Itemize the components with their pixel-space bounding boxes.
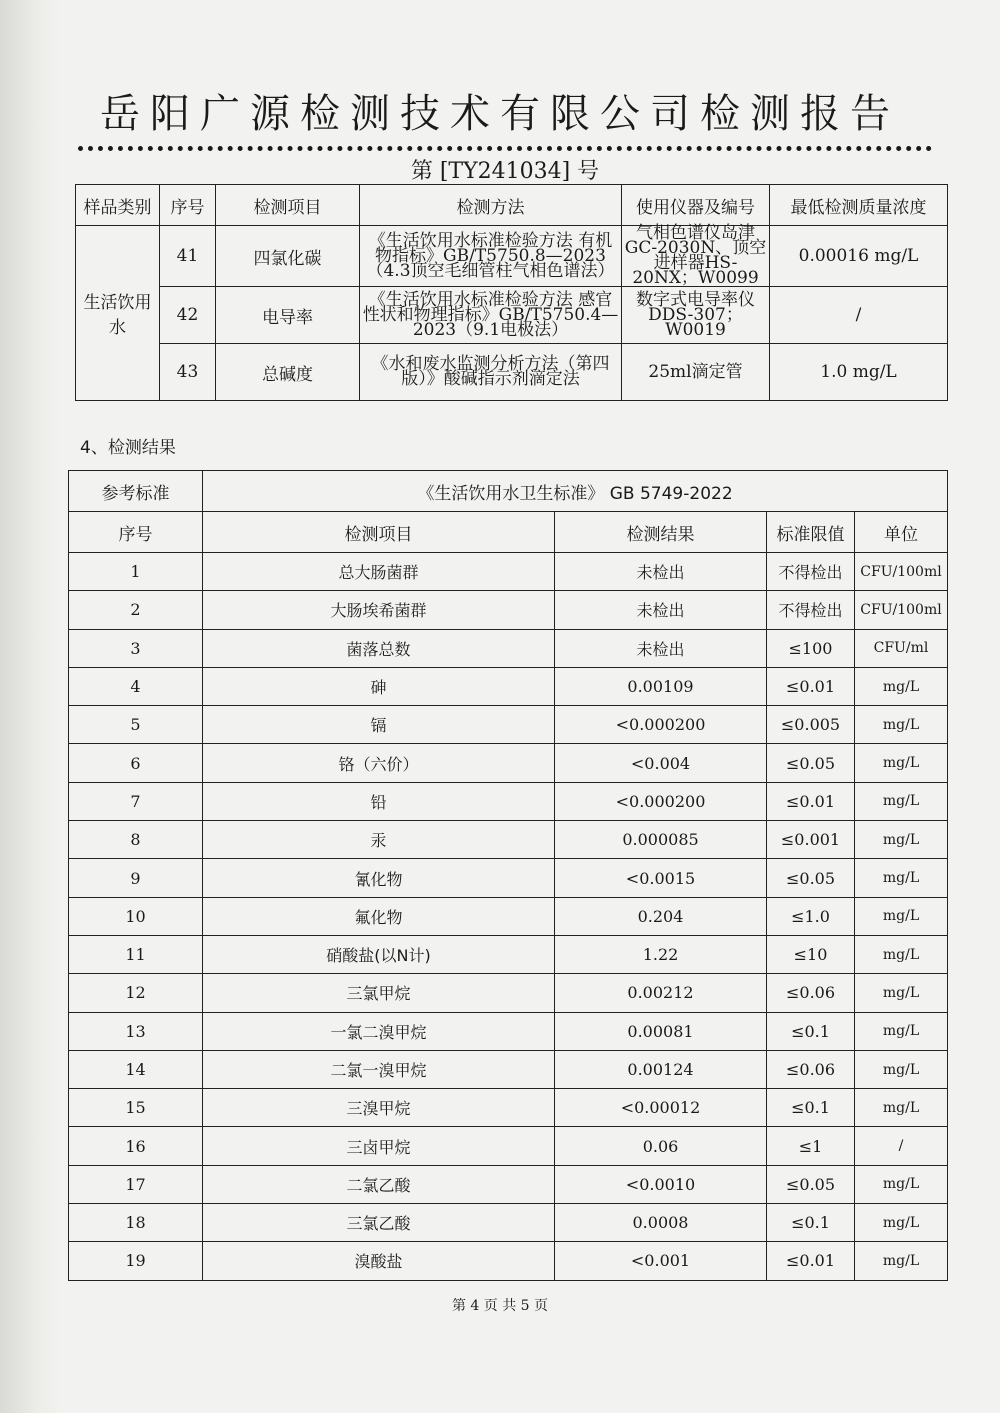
result-unit: mg/L — [855, 1204, 948, 1242]
result-row — [69, 782, 948, 820]
result-value: <0.001 — [555, 1242, 767, 1280]
method-row — [76, 226, 948, 287]
result-no: 15 — [69, 1089, 203, 1127]
result-row — [69, 974, 948, 1012]
result-item: 铬（六价） — [203, 744, 555, 782]
header-no: 序号 — [160, 185, 216, 226]
result-item: 一氯二溴甲烷 — [203, 1012, 555, 1050]
result-unit: mg/L — [855, 782, 948, 820]
reference-standard: 《生活饮用水卫生标准》 GB 5749-2022 — [203, 471, 948, 512]
result-value: 0.00081 — [555, 1012, 767, 1050]
result-item: 硝酸盐(以N计) — [203, 935, 555, 973]
method-item: 电导率 — [216, 287, 360, 344]
header-limit: 标准限值 — [767, 512, 855, 553]
result-no: 9 — [69, 859, 203, 897]
result-no: 8 — [69, 821, 203, 859]
result-item: 三卤甲烷 — [203, 1127, 555, 1165]
header-item: 检测项目 — [203, 512, 555, 553]
result-limit: ≤0.05 — [767, 859, 855, 897]
reference-label: 参考标准 — [69, 471, 203, 512]
method-item: 四氯化碳 — [216, 226, 360, 287]
results-body — [69, 553, 948, 1281]
report-number: 第 [TY241034] 号 — [410, 159, 600, 184]
result-value: <0.004 — [555, 744, 767, 782]
result-row — [69, 1089, 948, 1127]
result-unit: mg/L — [855, 1165, 948, 1203]
result-item: 三溴甲烷 — [203, 1089, 555, 1127]
report-title: 岳阳广源检测技术有限公司检测报告 — [100, 91, 900, 137]
result-row — [69, 1012, 948, 1050]
method-min-conc: 1.0 mg/L — [770, 344, 948, 401]
result-limit: ≤0.05 — [767, 744, 855, 782]
results-heading: 4、检测结果 — [80, 438, 176, 458]
result-item: 二氯一溴甲烷 — [203, 1050, 555, 1088]
result-row — [69, 629, 948, 667]
result-value: 0.00109 — [555, 667, 767, 705]
result-value: <0.0015 — [555, 859, 767, 897]
result-no: 5 — [69, 706, 203, 744]
reference-row — [69, 471, 948, 512]
result-value: 0.0008 — [555, 1204, 767, 1242]
method-no: 41 — [160, 226, 216, 287]
result-no: 19 — [69, 1242, 203, 1280]
result-row — [69, 591, 948, 629]
method-row — [76, 287, 948, 344]
result-value: <0.000200 — [555, 706, 767, 744]
results-table — [68, 470, 948, 1281]
result-item: 铅 — [203, 782, 555, 820]
result-unit: mg/L — [855, 1050, 948, 1088]
result-no: 10 — [69, 897, 203, 935]
result-no: 14 — [69, 1050, 203, 1088]
result-item: 三氯甲烷 — [203, 974, 555, 1012]
result-item: 大肠埃希菌群 — [203, 591, 555, 629]
result-value: 0.06 — [555, 1127, 767, 1165]
result-row — [69, 553, 948, 591]
result-item: 汞 — [203, 821, 555, 859]
result-item: 总大肠菌群 — [203, 553, 555, 591]
methods-header-row — [76, 185, 948, 226]
result-row — [69, 1050, 948, 1088]
result-unit: mg/L — [855, 706, 948, 744]
results-header-row — [69, 512, 948, 553]
page-footer: 第 4 页 共 5 页 — [451, 1298, 549, 1314]
result-limit: ≤0.05 — [767, 1165, 855, 1203]
result-no: 7 — [69, 782, 203, 820]
result-limit: ≤1.0 — [767, 897, 855, 935]
result-limit: ≤0.06 — [767, 1050, 855, 1088]
method-instrument: 气相色谱仪岛津GC-2030N、顶空进样器HS-20NX；W0099 — [622, 226, 770, 287]
method-row — [76, 344, 948, 401]
result-item: 三氯乙酸 — [203, 1204, 555, 1242]
header-sample-category: 样品类别 — [76, 185, 160, 226]
result-no: 12 — [69, 974, 203, 1012]
result-row — [69, 897, 948, 935]
result-item: 镉 — [203, 706, 555, 744]
result-no: 6 — [69, 744, 203, 782]
result-no: 16 — [69, 1127, 203, 1165]
result-value: 未检出 — [555, 591, 767, 629]
result-no: 1 — [69, 553, 203, 591]
result-no: 3 — [69, 629, 203, 667]
result-limit: ≤0.005 — [767, 706, 855, 744]
result-item: 菌落总数 — [203, 629, 555, 667]
result-no: 2 — [69, 591, 203, 629]
result-limit: ≤0.01 — [767, 1242, 855, 1280]
result-limit: ≤10 — [767, 935, 855, 973]
result-limit: ≤0.001 — [767, 821, 855, 859]
header-unit: 单位 — [855, 512, 948, 553]
result-unit: mg/L — [855, 1242, 948, 1280]
header-instrument: 使用仪器及编号 — [622, 185, 770, 226]
result-limit: ≤100 — [767, 629, 855, 667]
result-unit: mg/L — [855, 1012, 948, 1050]
method-desc: 《水和废水监测分析方法（第四版）》酸碱指示剂滴定法 — [360, 344, 622, 401]
result-row — [69, 1242, 948, 1280]
result-limit: ≤0.06 — [767, 974, 855, 1012]
result-unit: mg/L — [855, 744, 948, 782]
result-value: <0.000200 — [555, 782, 767, 820]
result-unit: mg/L — [855, 974, 948, 1012]
header-method: 检测方法 — [360, 185, 622, 226]
result-row — [69, 1127, 948, 1165]
header-min-conc: 最低检测质量浓度 — [770, 185, 948, 226]
method-min-conc: / — [770, 287, 948, 344]
result-value: 未检出 — [555, 553, 767, 591]
result-limit: ≤0.1 — [767, 1012, 855, 1050]
header-no: 序号 — [69, 512, 203, 553]
result-row — [69, 859, 948, 897]
method-no: 43 — [160, 344, 216, 401]
method-item: 总碱度 — [216, 344, 360, 401]
result-value: 0.000085 — [555, 821, 767, 859]
result-unit: / — [855, 1127, 948, 1165]
result-limit: 不得检出 — [767, 591, 855, 629]
result-limit: ≤0.1 — [767, 1089, 855, 1127]
result-unit: mg/L — [855, 859, 948, 897]
binding-shadow — [0, 0, 62, 1413]
result-value: 0.00212 — [555, 974, 767, 1012]
result-item: 氰化物 — [203, 859, 555, 897]
result-row — [69, 821, 948, 859]
result-no: 17 — [69, 1165, 203, 1203]
sample-category: 生活饮用水 — [76, 226, 160, 401]
result-unit: CFU/ml — [855, 629, 948, 667]
header-result: 检测结果 — [555, 512, 767, 553]
result-unit: CFU/100ml — [855, 553, 948, 591]
result-limit: ≤0.01 — [767, 782, 855, 820]
method-no: 42 — [160, 287, 216, 344]
method-min-conc: 0.00016 mg/L — [770, 226, 948, 287]
result-row — [69, 706, 948, 744]
result-row — [69, 935, 948, 973]
result-limit: ≤0.01 — [767, 667, 855, 705]
result-unit: mg/L — [855, 1089, 948, 1127]
result-unit: mg/L — [855, 897, 948, 935]
result-unit: mg/L — [855, 935, 948, 973]
result-no: 13 — [69, 1012, 203, 1050]
result-row — [69, 1204, 948, 1242]
result-value: 1.22 — [555, 935, 767, 973]
result-item: 氟化物 — [203, 897, 555, 935]
result-unit: CFU/100ml — [855, 591, 948, 629]
result-item: 砷 — [203, 667, 555, 705]
result-value: <0.0010 — [555, 1165, 767, 1203]
result-row — [69, 667, 948, 705]
result-limit: ≤0.1 — [767, 1204, 855, 1242]
result-value: 未检出 — [555, 629, 767, 667]
result-row — [69, 744, 948, 782]
result-row — [69, 1165, 948, 1203]
method-desc: 《生活饮用水标准检验方法 有机物指标》GB/T5750.8—2023（4.3顶空毛细管柱气相色谱法） — [360, 226, 622, 287]
result-no: 18 — [69, 1204, 203, 1242]
result-limit: ≤1 — [767, 1127, 855, 1165]
method-instrument: 数字式电导率仪DDS-307；W0019 — [622, 287, 770, 344]
methods-table — [75, 184, 948, 401]
result-value: <0.00012 — [555, 1089, 767, 1127]
result-item: 溴酸盐 — [203, 1242, 555, 1280]
result-item: 二氯乙酸 — [203, 1165, 555, 1203]
result-no: 4 — [69, 667, 203, 705]
header-item: 检测项目 — [216, 185, 360, 226]
result-value: 0.00124 — [555, 1050, 767, 1088]
result-no: 11 — [69, 935, 203, 973]
result-value: 0.204 — [555, 897, 767, 935]
method-desc: 《生活饮用水标准检验方法 感官性状和物理指标》GB/T5750.4—2023（9.1电极法） — [360, 287, 622, 344]
result-unit: mg/L — [855, 667, 948, 705]
method-instrument: 25ml滴定管 — [622, 344, 770, 401]
result-limit: 不得检出 — [767, 553, 855, 591]
result-unit: mg/L — [855, 821, 948, 859]
